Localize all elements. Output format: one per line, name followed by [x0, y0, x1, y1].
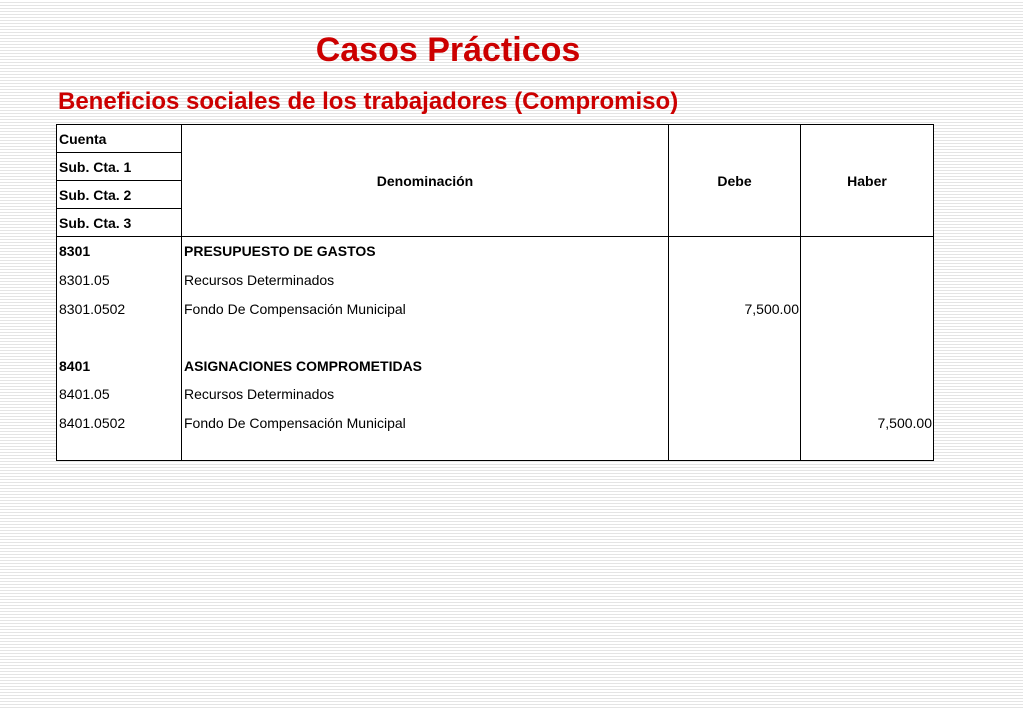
- table-row: [57, 352, 934, 381]
- table-row: [57, 409, 934, 438]
- debit-cell: [669, 437, 801, 460]
- description-cell: Recursos Determinados: [182, 380, 669, 409]
- description-cell: Fondo De Compensación Municipal: [182, 409, 669, 438]
- table-body: [57, 237, 934, 461]
- account-cell: 8301.0502: [57, 294, 182, 323]
- page-subtitle: Beneficios sociales de los trabajadores (Compromiso): [58, 88, 679, 115]
- credit-cell: [801, 380, 934, 409]
- header-account: Cuenta: [57, 125, 182, 153]
- debit-cell: [669, 237, 801, 266]
- table-row: [57, 437, 934, 460]
- header-credit: Haber: [801, 125, 934, 237]
- account-cell: [57, 437, 182, 460]
- credit-cell: [801, 437, 934, 460]
- account-cell: 8301.05: [57, 266, 182, 295]
- credit-cell: [801, 352, 934, 381]
- table-row: [57, 294, 934, 323]
- debit-cell: [669, 409, 801, 438]
- account-cell: [57, 323, 182, 352]
- description-cell: Fondo De Compensación Municipal: [182, 294, 669, 323]
- description-cell: [182, 323, 669, 352]
- table-row: [57, 380, 934, 409]
- debit-cell: [669, 352, 801, 381]
- debit-cell: 7,500.00: [669, 294, 801, 323]
- account-cell: 8401.05: [57, 380, 182, 409]
- description-cell: PRESUPUESTO DE GASTOS: [182, 237, 669, 266]
- header-sub-account-2: Sub. Cta. 2: [57, 181, 182, 209]
- description-cell: [182, 437, 669, 460]
- credit-cell: 7,500.00: [801, 409, 934, 438]
- debit-cell: [669, 380, 801, 409]
- account-cell: 8401: [57, 352, 182, 381]
- account-cell: 8401.0502: [57, 409, 182, 438]
- table-row: [57, 323, 934, 352]
- table-header: [57, 125, 934, 237]
- debit-cell: [669, 323, 801, 352]
- header-sub-account-3: Sub. Cta. 3: [57, 209, 182, 237]
- description-cell: ASIGNACIONES COMPROMETIDAS: [182, 352, 669, 381]
- table-row: [57, 266, 934, 295]
- table-row: [57, 237, 934, 266]
- account-cell: 8301: [57, 237, 182, 266]
- credit-cell: [801, 323, 934, 352]
- page-title: Casos Prácticos: [315, 31, 581, 69]
- credit-cell: [801, 294, 934, 323]
- debit-cell: [669, 266, 801, 295]
- header-sub-account-1: Sub. Cta. 1: [57, 153, 182, 181]
- accounting-entry-table: [56, 124, 934, 461]
- header-debit: Debe: [669, 125, 801, 237]
- header-description: Denominación: [182, 125, 669, 237]
- credit-cell: [801, 266, 934, 295]
- description-cell: Recursos Determinados: [182, 266, 669, 295]
- credit-cell: [801, 237, 934, 266]
